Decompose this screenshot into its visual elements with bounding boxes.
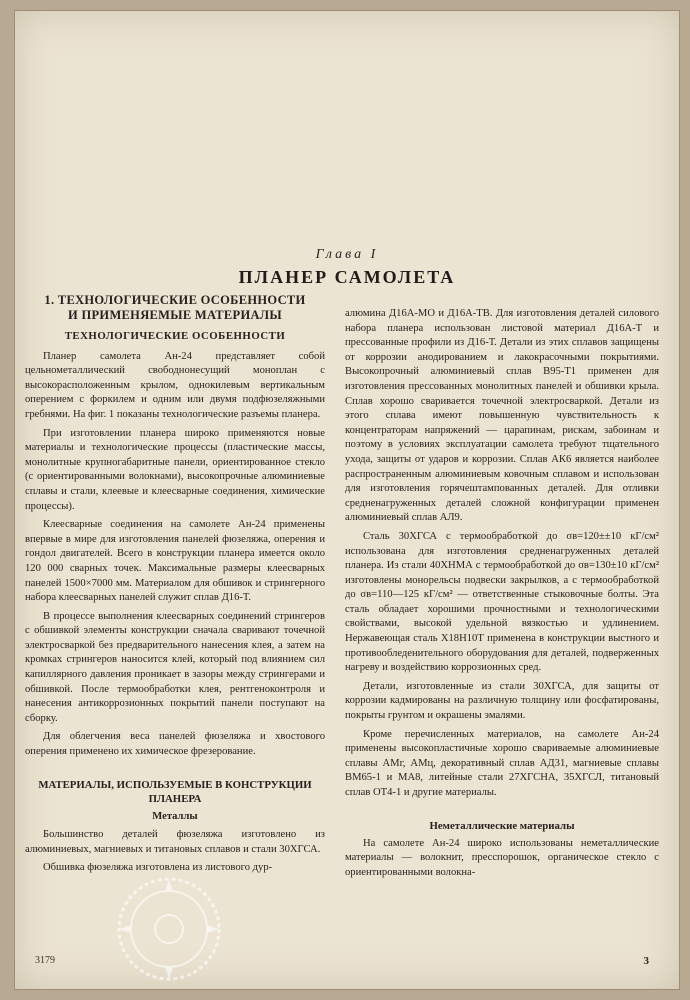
paragraph: В процессе выполнения клеесварных соединений стрингеров с обшивкой элементы конструкции сначала сваривают точечной электросваркой без предварительного нанесения клея, а затем на кромках стрингеров наносится клей, который под влиянием сил капиллярного давления проникает в зазоры между стрингерами и обшивкой. После термообработки клея, рентгеноконтроля и нанесения антикоррозионных покрытий панели поступают на сборку.: [25, 610, 325, 724]
subsection-title: ТЕХНОЛОГИЧЕСКИЕ ОСОБЕННОСТИ: [64, 330, 286, 342]
section-title: [25, 778, 325, 806]
footer-code: 3179: [35, 955, 55, 966]
paragraph: Обшивка фюзеляжа изготовлена из листового дур-: [43, 862, 273, 874]
section-title-line-1: МАТЕРИАЛЫ, ИСПОЛЬЗУЕМЫЕ В КОНСТРУКЦИИ: [38, 778, 312, 791]
chapter-title: ПЛАНЕР САМОЛЕТА: [238, 267, 456, 287]
document-page: [14, 10, 680, 990]
paragraph: Клеесварные соединения на самолете Ан-24 применены впервые в мире для изготовления панелей фюзеляжа, оперения и гондол двигателей. Всего в конструкции планера имеется около 120 000 сварных точек. Максимальные размеры клеесварных панелей 1500×7000 мм. Материалом для обшивок и стрингерного набора клеесварных панелей служит сплав Д16-Т.: [25, 519, 325, 604]
paragraph: Сталь 30ХГСА с термообработкой до σв=120±±10 кГ/см² использована для изготовления средненагруженных деталей планера. Из стали 40ХНМА с термообработкой до σв=130±10 кГ/см² изготовлены монорельсы подвески закрылков, а с термообработкой до σв=110—125 кГ/см² — ответственные стыковочные болты. Эта сталь обладает хорошими прочностными и технологическими свойствами, высокой удельной вязкостью и удлинением. Нержавеющая сталь Х18Н10Т применена в конструкции выстного и противообледенительного оборудования для деталей, подверженных нагреву и воздействию коррозионных сред.: [345, 530, 659, 674]
left-column: [25, 293, 325, 880]
section-title-line-2: ПЛАНЕРА: [148, 792, 202, 805]
paragraph: Для облегчения веса панелей фюзеляжа и хвостового оперения применено их химическое фрезерование.: [25, 731, 325, 758]
right-column: [345, 307, 659, 884]
section-title-line-1: 1. ТЕХНОЛОГИЧЕСКИЕ ОСОБЕННОСТИ: [44, 293, 306, 307]
section-title-line-2: И ПРИМЕНЯЕМЫЕ МАТЕРИАЛЫ: [68, 308, 282, 322]
paragraph: На самолете Ан-24 широко использованы неметаллические материалы — волокнит, пресспорошок, органическое стекло с ориентированными волокна-: [345, 837, 659, 878]
watermark-seal-icon: [111, 871, 227, 987]
subsection-title: Металлы: [152, 810, 198, 822]
paragraph: алюмина Д16А-МО и Д16А-ТВ. Для изготовления деталей силового набора планера использован листовой материал Д16А-Т и прессованные профили из Д16-Т. Детали из этих сплавов защищены от коррозии анодированием и лакокрасочными покрытиями. Высокопрочный алюминиевый сплав В95-Т1 применен для изготовления прессованных монолитных панелей и обшивки крыла. Сплав хорошо сваривается точечной электросваркой. Детали из этого сплава имеют повышенную чувствительность к концентраторам напряжений — царапинам, рискам, забоинам и поэтому в условиях эксплуатации самолета требуют тщательного ухода, защиты от ударов и коррозии. Сплав АК6 является наиболее распространенным алюминиевым ковочным сплавом и использован для изготовления горячештампованных деталей. Для отливки средненагруженных деталей сложной конфигурации применен алюминиевый сплав АЛ9.: [345, 308, 659, 524]
subsection-title: Неметаллические материалы: [429, 819, 575, 832]
chapter-label: Глава I: [315, 247, 379, 262]
page-number: 3: [643, 955, 649, 967]
section-title: [25, 293, 325, 323]
paragraph: Детали, изготовленные из стали 30ХГСА, для защиты от коррозии кадмированы на различную толщину или фосфатированы, покрыты грунтом и окрашены эмалями.: [345, 680, 659, 722]
paragraph: Планер самолета Ан-24 представляет собой цельнометаллический свободнонесущий моноплан с высокорасположенным крылом, однокилевым вертикальным оперением с форкилем и одним или двумя подфюзеляжными гребнями. На фиг. 1 показаны технологические разъемы планера.: [25, 350, 325, 420]
paragraph: Кроме перечисленных материалов, на самолете Ан-24 применены высокопластичные хорошо свариваемые алюминиевые сплавы АМг, АМц, декоративный сплав АД31, магниевые сплавы ВМ65-1 и МА8, литейные стали 27ХГСНА, 35ХГСЛ, титановый сплав ОТ4-1 и другие материалы.: [345, 728, 659, 798]
paragraph: Большинство деталей фюзеляжа изготовлено из алюминиевых, магниевых и титановых сплавов и стали 30ХГСА.: [25, 829, 325, 855]
paragraph: При изготовлении планера широко применяются новые материалы и технологические процессы (пластические массы, монолитные крупногабаритные панели, ориентированное стекло (с ориентированными волокнами), высокопрочные алюминиевые сплавы и стали, клеевые и клеесварные соединения, химические процессы).: [25, 427, 325, 512]
